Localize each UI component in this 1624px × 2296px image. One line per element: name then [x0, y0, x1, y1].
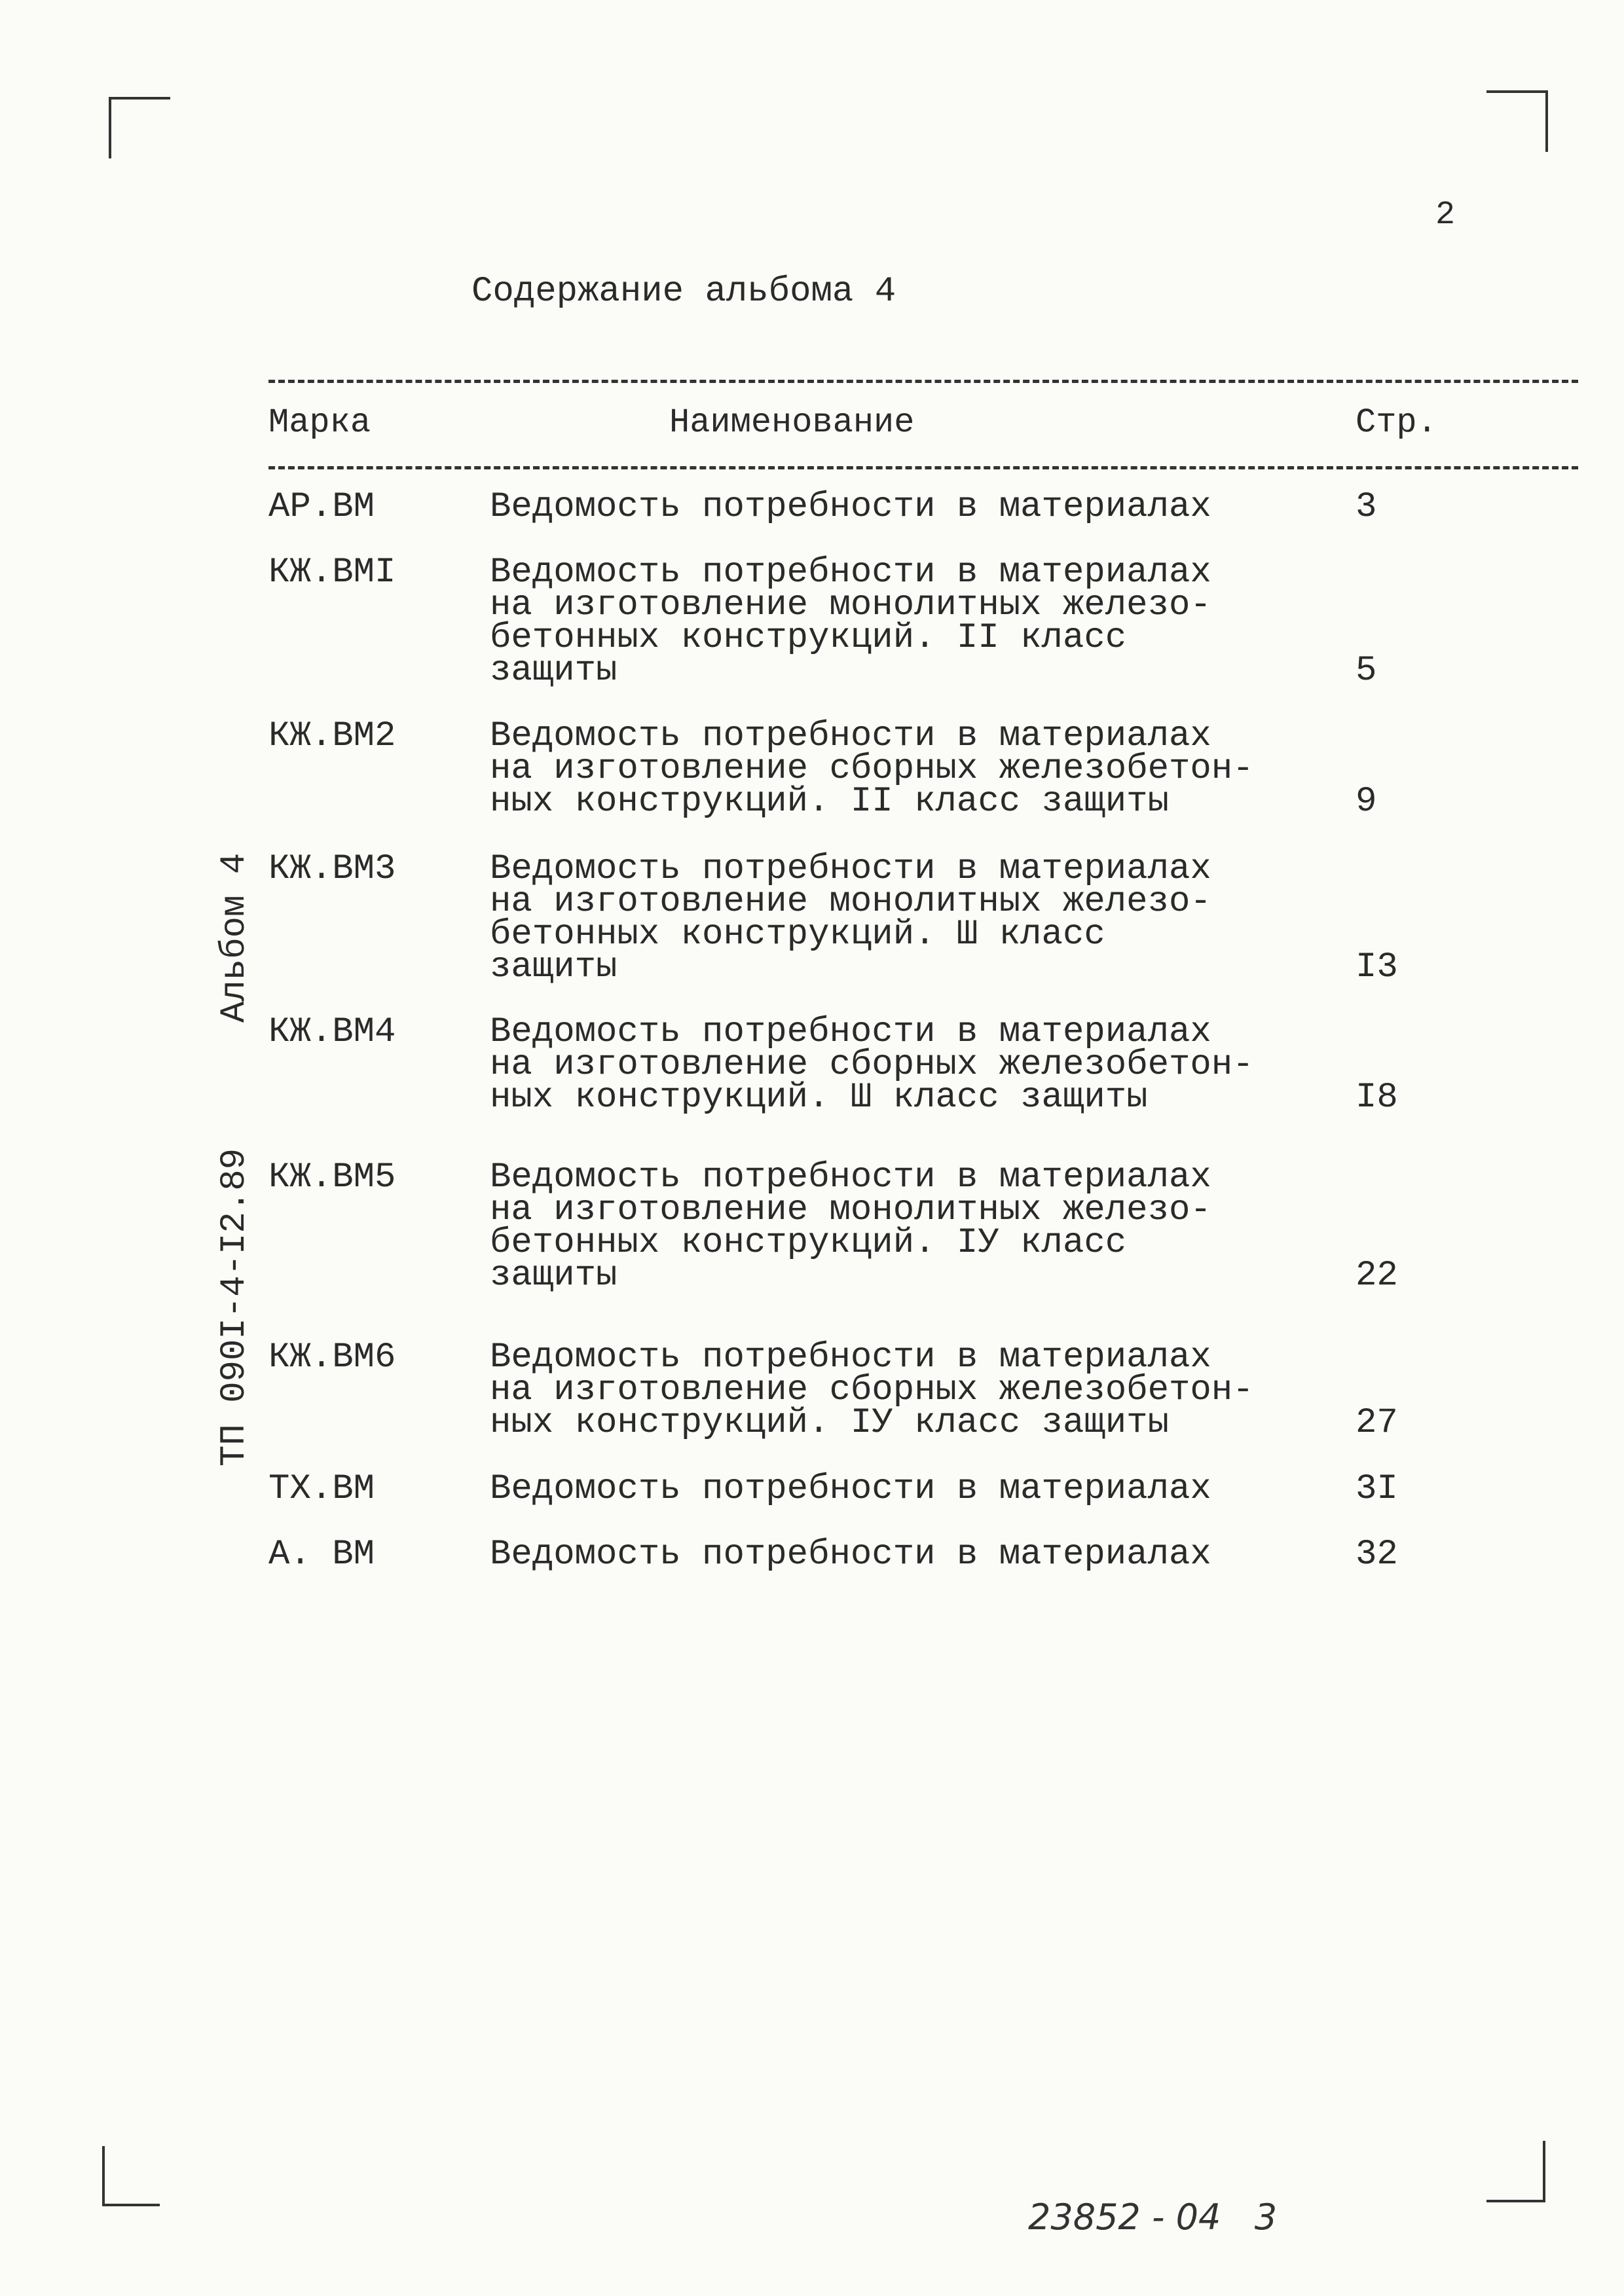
- row-page: I3: [1356, 947, 1398, 987]
- page-number: 2: [1435, 196, 1456, 234]
- row-page: 5: [1356, 651, 1377, 691]
- row-mark: А. ВМ: [268, 1535, 375, 1575]
- row-mark: КЖ.ВМ2: [268, 716, 396, 756]
- corner-mark-bottom-left: [102, 2146, 160, 2206]
- row-name: Ведомость потребности в материалах: [490, 1535, 1211, 1575]
- page-title: Содержание альбома 4: [471, 272, 896, 312]
- side-label-album: Альбом 4: [215, 852, 255, 1023]
- row-name: Ведомость потребности в материалах на изготовление сборных железобетон- ных конструкций. IУ класс защиты: [490, 1338, 1254, 1443]
- row-mark: ТХ.ВМ: [268, 1469, 375, 1509]
- row-mark: КЖ.ВМ6: [268, 1338, 396, 1377]
- header-rule-top: [268, 380, 1578, 383]
- row-name: Ведомость потребности в материалах: [490, 487, 1211, 527]
- corner-mark-bottom-right: [1486, 2141, 1545, 2202]
- row-page: I8: [1356, 1078, 1398, 1118]
- header-page: Стр.: [1356, 403, 1437, 442]
- row-name: Ведомость потребности в материалах: [490, 1469, 1211, 1509]
- inventory-stamp: 23852 - 04 3: [1028, 2196, 1278, 2238]
- row-page: 9: [1356, 782, 1377, 822]
- row-mark: АР.ВМ: [268, 487, 375, 527]
- header-name: Наименование: [669, 403, 915, 442]
- header-mark: Марка: [268, 403, 371, 442]
- row-mark: КЖ.ВМ4: [268, 1012, 396, 1052]
- row-page: 22: [1356, 1256, 1398, 1296]
- row-mark: КЖ.ВМ3: [268, 849, 396, 889]
- corner-mark-top-right: [1486, 90, 1548, 152]
- side-label-document-code: ТП 090I-4-I2.89: [215, 1148, 255, 1467]
- row-name: Ведомость потребности в материалах на изготовление сборных железобетон- ных конструкций. II класс защиты: [490, 716, 1254, 822]
- row-page: 27: [1356, 1403, 1398, 1443]
- row-page: 3: [1356, 487, 1377, 527]
- row-name: Ведомость потребности в материалах на изготовление монолитных железо- бетонных конструкций. Ш класс защиты: [490, 849, 1211, 987]
- row-name: Ведомость потребности в материалах на изготовление монолитных железо- бетонных конструкций. IУ класс защиты: [490, 1157, 1211, 1296]
- row-mark: КЖ.ВМI: [268, 553, 396, 592]
- row-name: Ведомость потребности в материалах на изготовление сборных железобетон- ных конструкций. Ш класс защиты: [490, 1012, 1254, 1118]
- row-page: 32: [1356, 1535, 1398, 1575]
- row-mark: КЖ.ВМ5: [268, 1157, 396, 1197]
- row-name: Ведомость потребности в материалах на изготовление монолитных железо- бетонных конструкций. II класс защиты: [490, 553, 1211, 691]
- corner-mark-top-left: [109, 97, 170, 158]
- row-page: 3I: [1356, 1469, 1398, 1509]
- header-rule-bottom: [268, 466, 1578, 469]
